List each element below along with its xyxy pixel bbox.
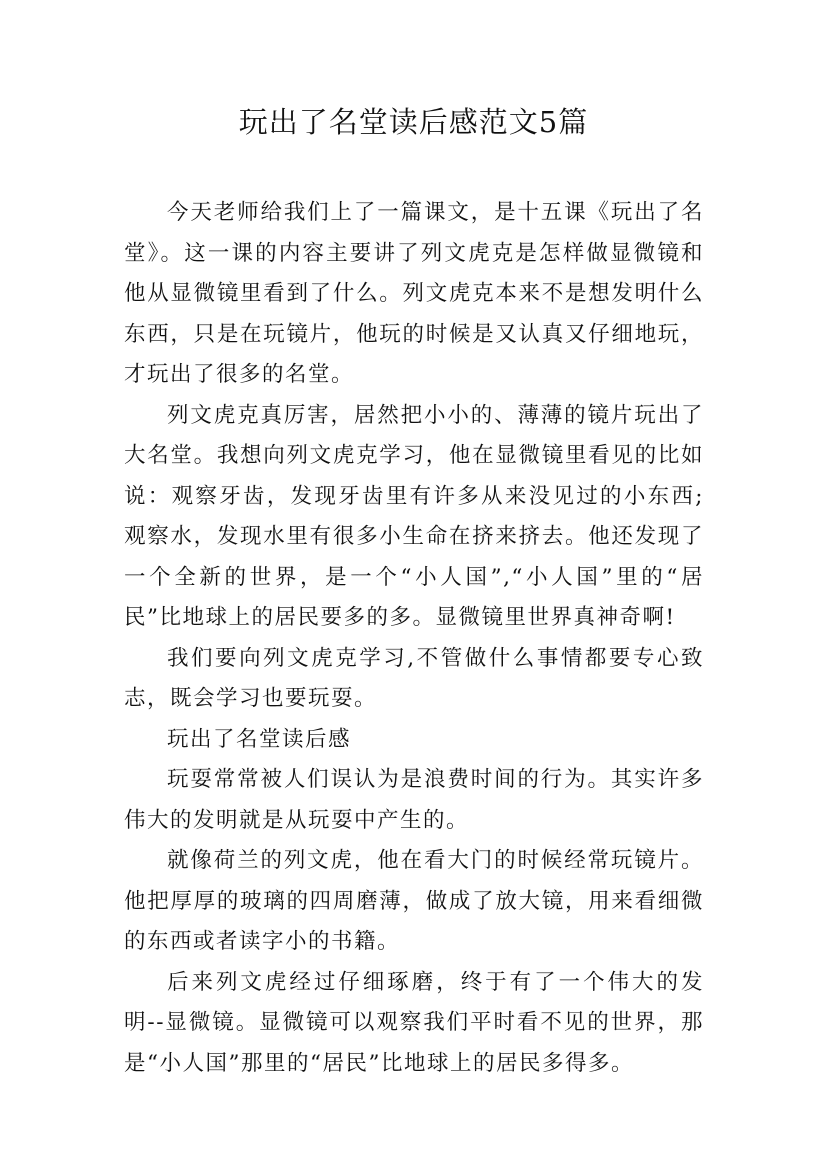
paragraph-4: 玩耍常常被人们误认为是浪费时间的行为。其实许多伟大的发明就是从玩耍中产生的。 <box>124 767 704 833</box>
document-title: 玩出了名堂读后感范文5篇 <box>238 105 589 139</box>
document-body <box>124 193 704 1084</box>
paragraph-2: 列文虎克真厉害，居然把小小的、薄薄的镜片玩出了大名堂。我想向列文虎克学习，他在显微镜里看见的比如说：观察牙齿，发现牙齿里有许多从来没见过的小东西;观察水，发现水里有很多小生命在挤来挤去。他还发现了一个全新的世界，是一个“小人国”,“小人国”里的“居民”比地球上的居民要多的多。显微镜里世界真神奇啊! <box>124 402 704 630</box>
paragraph-5: 就像荷兰的列文虎，他在看大门的时候经常玩镜片。他把厚厚的玻璃的四周磨薄，做成了放大镜，用来看细微的东西或者读字小的书籍。 <box>124 848 704 954</box>
paragraph-3: 我们要向列文虎克学习,不管做什么事情都要专心致志，既会学习也要玩耍。 <box>124 645 704 711</box>
section-heading: 玩出了名堂读后感 <box>167 726 352 752</box>
paragraph-1: 今天老师给我们上了一篇课文，是十五课《玩出了名堂》。这一课的内容主要讲了列文虎克是怎样做显微镜和他从显微镜里看到了什么。列文虎克本来不是想发明什么东西，只是在玩镜片，他玩的时候是又认真又仔细地玩，才玩出了很多的名堂。 <box>124 200 704 387</box>
paragraph-6: 后来列文虎经过仔细琢磨，终于有了一个伟大的发明--显微镜。显微镜可以观察我们平时看不见的世界，那是“小人国”那里的“居民”比地球上的居民多得多。 <box>124 969 704 1076</box>
